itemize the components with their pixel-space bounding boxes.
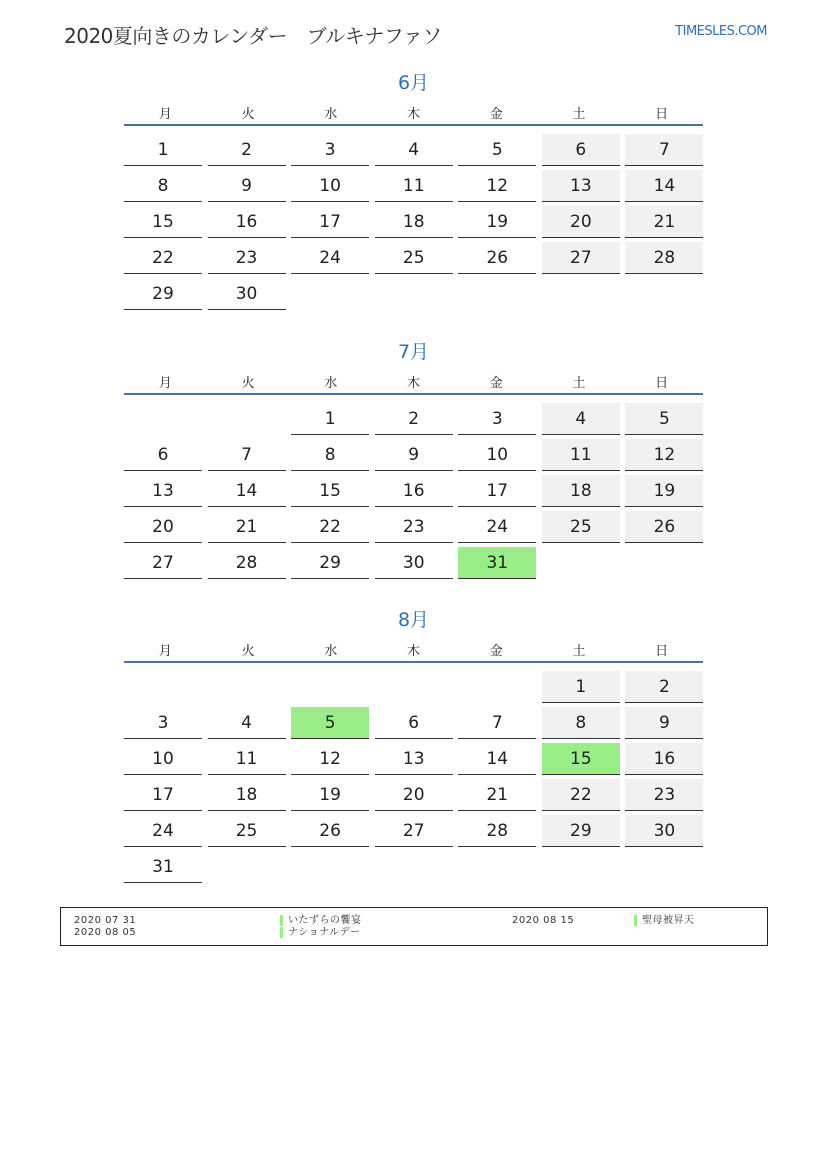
day-cell[interactable]: 8	[542, 707, 620, 739]
day-cell[interactable]: 29	[542, 815, 620, 847]
legend-marker	[280, 927, 283, 938]
weekday-label: 木	[407, 643, 421, 659]
weekday-label: 土	[572, 643, 586, 659]
day-cell[interactable]: 31	[124, 851, 202, 883]
day-cell[interactable]: 17	[291, 206, 369, 238]
day-cell[interactable]: 22	[291, 511, 369, 543]
day-cell[interactable]: 10	[458, 439, 536, 471]
day-cell[interactable]: 23	[625, 779, 703, 811]
legend-marker	[634, 915, 637, 926]
day-cell[interactable]: 25	[208, 815, 286, 847]
legend-date: 2020 08 15	[512, 915, 575, 926]
day-cell[interactable]: 1	[291, 403, 369, 435]
weekday-header	[124, 100, 703, 126]
weekday-label: 金	[489, 106, 503, 122]
day-cell[interactable]: 14	[458, 743, 536, 775]
day-cell[interactable]: 16	[625, 743, 703, 775]
holiday-day-cell[interactable]: 5	[291, 707, 369, 739]
weekday-label: 木	[407, 375, 421, 391]
day-cell[interactable]: 21	[458, 779, 536, 811]
day-cell[interactable]: 12	[291, 743, 369, 775]
day-cell[interactable]: 19	[291, 779, 369, 811]
day-cell[interactable]: 1	[124, 134, 202, 166]
day-cell[interactable]: 22	[124, 242, 202, 274]
day-cell[interactable]: 18	[542, 475, 620, 507]
day-cell[interactable]: 7	[208, 439, 286, 471]
legend-holiday-name: いたずらの饗宴	[288, 915, 362, 926]
legend-holiday-name: 聖母被昇天	[642, 915, 695, 926]
day-cell[interactable]: 17	[124, 779, 202, 811]
day-cell[interactable]: 23	[375, 511, 453, 543]
month-title: 6月	[397, 72, 430, 94]
day-cell[interactable]: 28	[208, 547, 286, 579]
page-title: 2020夏向きのカレンダー ブルキナファソ	[64, 24, 442, 48]
day-cell[interactable]: 11	[208, 743, 286, 775]
month-june	[124, 70, 703, 304]
day-cell[interactable]: 18	[208, 779, 286, 811]
day-cell[interactable]: 10	[124, 743, 202, 775]
site-link[interactable]: TIMESLES.COM	[675, 24, 767, 39]
day-cell[interactable]: 12	[458, 170, 536, 202]
day-cell[interactable]: 10	[291, 170, 369, 202]
day-cell[interactable]: 7	[625, 134, 703, 166]
weekday-label: 日	[655, 375, 669, 391]
month-title: 7月	[397, 341, 430, 363]
day-cell[interactable]: 20	[375, 779, 453, 811]
day-cell[interactable]: 25	[542, 511, 620, 543]
weekday-label: 月	[158, 375, 172, 391]
day-cell[interactable]: 5	[458, 134, 536, 166]
month-title: 8月	[397, 609, 430, 631]
weekday-label: 水	[324, 106, 338, 122]
day-cell[interactable]: 13	[375, 743, 453, 775]
day-cell[interactable]: 7	[458, 707, 536, 739]
day-cell[interactable]: 4	[542, 403, 620, 435]
weekday-label: 日	[655, 643, 669, 659]
legend-marker	[280, 915, 283, 926]
day-cell[interactable]: 9	[625, 707, 703, 739]
holiday-day-cell[interactable]: 31	[458, 547, 536, 579]
weekday-label: 月	[158, 643, 172, 659]
day-cell[interactable]: 14	[208, 475, 286, 507]
legend-holiday-name: ナショナルデー	[288, 927, 361, 938]
day-cell[interactable]: 26	[291, 815, 369, 847]
day-cell[interactable]: 24	[124, 815, 202, 847]
weekday-label: 火	[241, 643, 255, 659]
weekday-label: 日	[655, 106, 669, 122]
day-cell[interactable]: 21	[208, 511, 286, 543]
month-july	[124, 339, 703, 573]
day-cell[interactable]: 2	[625, 671, 703, 703]
day-cell[interactable]: 23	[208, 242, 286, 274]
holiday-day-cell[interactable]: 15	[542, 743, 620, 775]
weekday-label: 金	[489, 375, 503, 391]
day-cell[interactable]: 1	[542, 671, 620, 703]
day-cell[interactable]: 20	[124, 511, 202, 543]
day-cell[interactable]: 26	[625, 511, 703, 543]
day-cell[interactable]: 28	[458, 815, 536, 847]
day-cell[interactable]: 15	[291, 475, 369, 507]
day-cell[interactable]: 3	[458, 403, 536, 435]
day-cell[interactable]: 6	[375, 707, 453, 739]
day-cell[interactable]: 20	[542, 206, 620, 238]
day-cell[interactable]: 26	[458, 242, 536, 274]
weekday-label: 火	[241, 106, 255, 122]
day-cell[interactable]: 29	[291, 547, 369, 579]
day-cell[interactable]: 27	[124, 547, 202, 579]
day-cell[interactable]: 9	[375, 439, 453, 471]
day-cell[interactable]: 11	[542, 439, 620, 471]
day-cell[interactable]: 5	[625, 403, 703, 435]
day-cell[interactable]: 13	[124, 475, 202, 507]
day-cell[interactable]: 3	[124, 707, 202, 739]
weekday-label: 木	[407, 106, 421, 122]
day-cell[interactable]: 4	[375, 134, 453, 166]
day-cell[interactable]: 18	[375, 206, 453, 238]
weekday-label: 火	[241, 375, 255, 391]
day-cell[interactable]: 8	[291, 439, 369, 471]
day-cell[interactable]: 25	[375, 242, 453, 274]
day-cell[interactable]: 6	[124, 439, 202, 471]
day-cell[interactable]: 13	[542, 170, 620, 202]
day-cell[interactable]: 8	[124, 170, 202, 202]
day-cell[interactable]: 24	[291, 242, 369, 274]
month-august	[124, 607, 703, 877]
legend-date: 2020 08 05	[74, 927, 137, 938]
weekday-header	[124, 637, 703, 663]
holiday-legend	[60, 907, 768, 946]
day-cell[interactable]: 9	[208, 170, 286, 202]
weekday-label: 水	[324, 643, 338, 659]
day-cell[interactable]: 28	[625, 242, 703, 274]
weekday-label: 金	[489, 643, 503, 659]
day-cell[interactable]: 14	[625, 170, 703, 202]
day-cell[interactable]: 3	[291, 134, 369, 166]
day-cell[interactable]: 21	[625, 206, 703, 238]
day-cell[interactable]: 17	[458, 475, 536, 507]
day-cell[interactable]: 2	[208, 134, 286, 166]
day-cell[interactable]: 27	[542, 242, 620, 274]
day-cell[interactable]: 11	[375, 170, 453, 202]
day-cell[interactable]: 27	[375, 815, 453, 847]
day-cell[interactable]: 16	[208, 206, 286, 238]
day-cell[interactable]: 30	[625, 815, 703, 847]
weekday-label: 水	[324, 375, 338, 391]
day-cell[interactable]: 24	[458, 511, 536, 543]
legend-date: 2020 07 31	[74, 915, 137, 926]
day-cell[interactable]: 16	[375, 475, 453, 507]
day-cell[interactable]: 2	[375, 403, 453, 435]
day-cell[interactable]: 30	[208, 278, 286, 310]
weekday-label: 土	[572, 375, 586, 391]
day-cell[interactable]: 30	[375, 547, 453, 579]
weekday-header	[124, 369, 703, 395]
day-cell[interactable]: 15	[124, 206, 202, 238]
weekday-label: 土	[572, 106, 586, 122]
day-cell[interactable]: 19	[458, 206, 536, 238]
day-cell[interactable]: 19	[625, 475, 703, 507]
weekday-label: 月	[158, 106, 172, 122]
day-cell[interactable]: 6	[542, 134, 620, 166]
day-cell[interactable]: 29	[124, 278, 202, 310]
day-cell[interactable]: 12	[625, 439, 703, 471]
day-cell[interactable]: 22	[542, 779, 620, 811]
day-cell[interactable]: 4	[208, 707, 286, 739]
